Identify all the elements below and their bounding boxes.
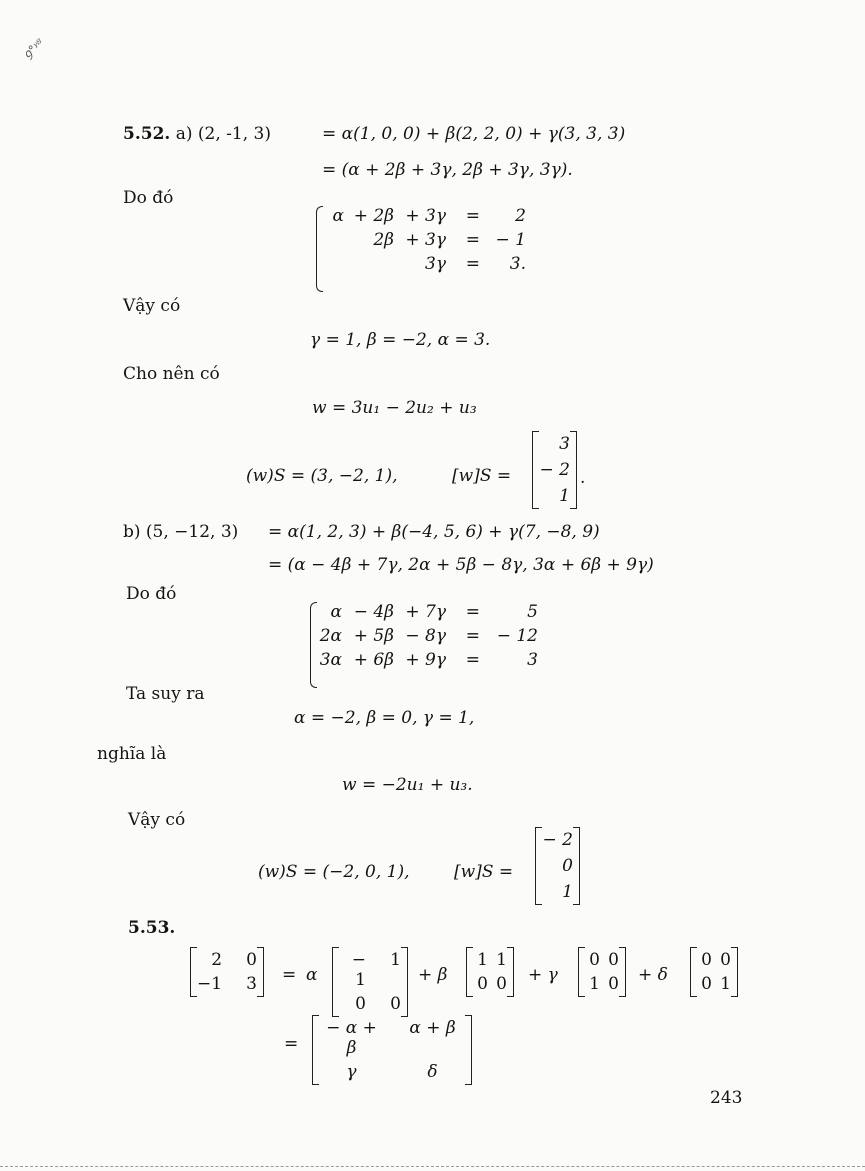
matrix-entry: 1 [559,486,570,506]
system-term: α [330,602,342,622]
part-a-do-do: Do đó [123,188,174,208]
part-a-w-eq: w = 3u₁ − 2u₂ + u₃ [312,398,477,418]
system-term: α [332,206,344,226]
part-a-ws-tuple: (w)S = (3, −2, 1), [246,466,398,486]
system-term: = [465,206,480,226]
matrix-entry: 1 [477,950,488,970]
part-b-eq2: = (α − 4β + 7γ, 2α + 5β − 8γ, 3α + 6β + 9γ) [268,555,654,575]
system-row [316,626,538,646]
system-term: = [465,254,480,274]
part-a-eq2: = (α + 2β + 3γ, 2β + 3γ, 3γ). [322,160,573,180]
part-a-solution: γ = 1, β = −2, α = 3. [310,330,491,350]
system-term: + 5β [353,626,394,646]
gamma-coef: + γ [528,965,558,985]
matrix-entry: 0 [355,994,366,1014]
part-b-solution: α = −2, β = 0, γ = 1, [294,708,475,728]
page-number: 243 [710,1088,743,1108]
eq-sign-5-53-b: = [284,1034,299,1054]
part-a-cho-nen: Cho nên có [123,364,220,384]
part-a-lhs: a) (2, -1, 3) [175,124,271,144]
part-b-ws-label: [w]S = [454,862,514,882]
matrix-entry: α + β [409,1018,456,1038]
system-term [322,230,344,250]
matrix-entry: − 2 [539,460,570,480]
system-term: − 4β [353,602,394,622]
system-term: 2α [319,626,342,646]
system-term: + 3γ [405,230,446,250]
system-term [344,254,394,274]
matrix-entry: 3 [559,434,570,454]
linear-system-a [322,206,526,274]
part-b-w-eq: w = −2u₁ + u₃. [342,775,473,795]
system-row [316,602,538,622]
matrix-entry: 0 [246,950,257,970]
system-term: 3 [527,650,538,670]
system-term: 5 [527,602,538,622]
matrix-entry: − α + β [326,1018,377,1058]
system-term: 3γ [425,254,446,274]
matrix-entry: 1 [589,974,600,994]
system-brace-a [316,212,317,286]
matrix-entry: δ [427,1062,438,1082]
part-b-ws-tuple: (w)S = (−2, 0, 1), [258,862,410,882]
system-row [322,254,526,274]
system-term: = [465,626,480,646]
part-b-vay-co: Vậy có [128,810,186,830]
alpha-coef: α [306,965,318,985]
lhs-matrix-5-53 [190,948,264,996]
system-row [322,206,526,226]
matrix-entry: 0 [562,856,573,876]
part-b-nghia-la: nghĩa là [97,744,167,764]
matrix-entry: −1 [197,974,223,994]
system-term: − 12 [496,626,538,646]
part-a-matrix-period: . [580,468,586,488]
page-bottom-edge [0,1166,865,1167]
system-row [322,230,526,250]
system-term: + 3γ [405,206,446,226]
system-term: 3α [319,650,342,670]
part-a-vay-co: Vậy có [123,296,181,316]
eq-sign-5-53: = [282,965,297,985]
matrix-entry: 0 [477,974,488,994]
matrix-entry: 0 [390,994,401,1014]
part-b-do-do: Do đó [126,584,177,604]
part-a-ws-matrix [532,432,577,508]
system-term: = [465,650,480,670]
problem-number: 5.52. [123,124,171,144]
system-term: − 1 [495,230,526,250]
matrix-entry: 1 [720,974,731,994]
delta-coef: + δ [638,965,668,985]
system-term: = [465,602,480,622]
matrix-entry: γ [346,1062,357,1082]
system-term: 2 [515,206,526,226]
matrix-entry: 0 [496,974,507,994]
result-matrix-5-53 [312,1016,472,1084]
basis-matrix-4 [690,948,738,996]
problem-label-5-52 [123,124,271,144]
system-term: 2β [373,230,394,250]
beta-coef: + β [418,965,448,985]
problem-label-5-53: 5.53. [128,918,176,938]
system-term: − 8γ [405,626,446,646]
part-b-ta-suy-ra: Ta suy ra [126,684,205,704]
part-a-eq1: = α(1, 0, 0) + β(2, 2, 0) + γ(3, 3, 3) [322,124,626,144]
system-brace-b [310,608,311,682]
linear-system-b [316,602,538,670]
system-term: 3. [509,254,526,274]
system-term: + 7γ [405,602,446,622]
system-term: + 9γ [405,650,446,670]
part-b-eq1: = α(1, 2, 3) + β(−4, 5, 6) + γ(7, −8, 9) [268,522,600,542]
system-term [322,254,344,274]
matrix-entry: 2 [211,950,223,970]
matrix-entry: 0 [701,974,712,994]
system-term: + 6β [353,650,394,670]
matrix-entry: 1 [562,882,573,902]
part-a-ws-label: [w]S = [452,466,512,486]
matrix-entry: − 1 [351,950,366,990]
system-row [316,650,538,670]
part-b-ws-matrix [535,828,580,904]
matrix-entry: 0 [720,950,731,970]
matrix-entry: 1 [496,950,507,970]
matrix-entry: 1 [390,950,401,970]
corner-scribble: ꝯ°ᵞ⁸ [20,36,47,62]
part-b-lhs: b) (5, −12, 3) [123,522,239,542]
matrix-entry: 0 [608,974,619,994]
matrix-entry: 0 [608,950,619,970]
system-term: = [465,230,480,250]
matrix-entry: 3 [246,974,257,994]
matrix-entry: − 2 [542,830,573,850]
matrix-entry: 0 [701,950,712,970]
matrix-entry: 0 [589,950,600,970]
basis-matrix-1 [332,948,408,1016]
basis-matrix-3 [578,948,626,996]
basis-matrix-2 [466,948,514,996]
system-term: + 2β [353,206,394,226]
